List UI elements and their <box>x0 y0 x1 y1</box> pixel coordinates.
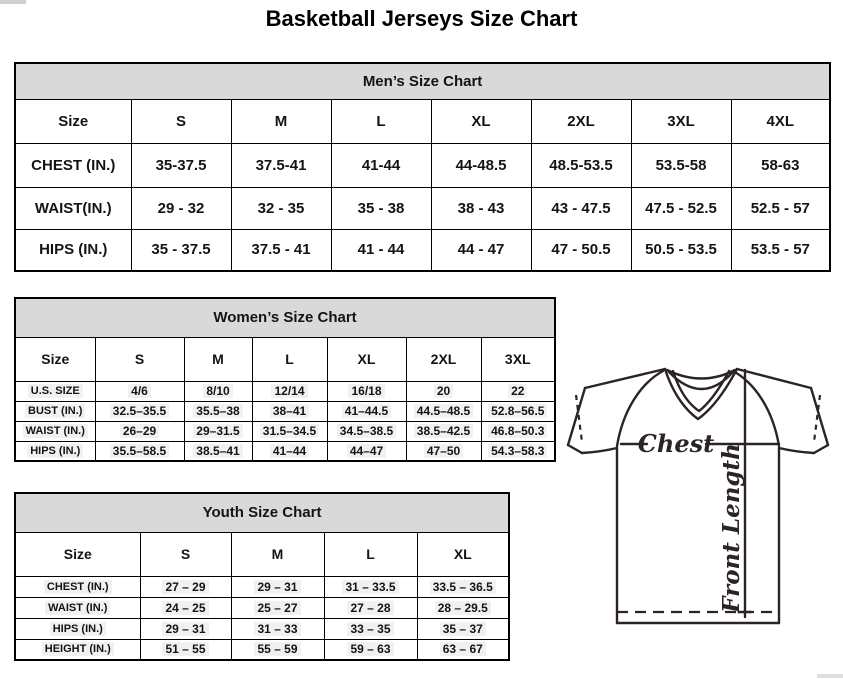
row-label: WAIST(IN.) <box>15 187 131 229</box>
mens-size-table <box>14 62 831 272</box>
size-value: 44-48.5 <box>431 143 531 187</box>
womens-col-header-m: M <box>184 337 252 381</box>
womens-hips-row <box>15 441 555 461</box>
womens-ussize-row <box>15 381 555 401</box>
womens-col-header-l: L <box>252 337 327 381</box>
size-value: 31 – 33.5 <box>324 576 417 597</box>
youth-hips-row <box>15 618 509 639</box>
size-value: 27 – 28 <box>324 597 417 618</box>
chest-label: Chest <box>637 429 715 458</box>
size-value: 35-37.5 <box>131 143 231 187</box>
size-value: 26–29 <box>95 421 184 441</box>
size-value: 54.3–58.3 <box>481 441 555 461</box>
size-value: 43 - 47.5 <box>531 187 631 229</box>
size-value: 34.5–38.5 <box>327 421 406 441</box>
youth-waist-row <box>15 597 509 618</box>
size-value: 51 – 55 <box>140 639 231 660</box>
mens-col-header-3xl: 3XL <box>631 99 731 143</box>
size-value: 38–41 <box>252 401 327 421</box>
womens-col-header-3xl: 3XL <box>481 337 555 381</box>
size-value: 63 – 67 <box>417 639 509 660</box>
size-value: 52.5 - 57 <box>731 187 830 229</box>
womens-table-title: Women’s Size Chart <box>15 298 555 337</box>
size-value: 4/6 <box>95 381 184 401</box>
youth-header-row <box>15 532 509 576</box>
size-value: 47 - 50.5 <box>531 229 631 271</box>
mens-chest-row <box>15 143 830 187</box>
size-value: 52.8–56.5 <box>481 401 555 421</box>
size-value: 41 - 44 <box>331 229 431 271</box>
size-value: 35 - 37.5 <box>131 229 231 271</box>
size-value: 24 – 25 <box>140 597 231 618</box>
jersey-outline-svg <box>555 355 843 635</box>
size-value: 35.5–38 <box>184 401 252 421</box>
youth-height-row <box>15 639 509 660</box>
bottom-left-scrollbar-fragment <box>0 0 26 4</box>
row-label: HIPS (IN.) <box>15 441 95 461</box>
mens-col-header-2xl: 2XL <box>531 99 631 143</box>
size-value: 12/14 <box>252 381 327 401</box>
size-value: 31.5–34.5 <box>252 421 327 441</box>
youth-col-header-m: M <box>231 532 324 576</box>
mens-col-header-4xl: 4XL <box>731 99 830 143</box>
size-value: 28 – 29.5 <box>417 597 509 618</box>
size-value: 41–44.5 <box>327 401 406 421</box>
size-value: 50.5 - 53.5 <box>631 229 731 271</box>
womens-header-row <box>15 337 555 381</box>
mens-col-header-size: Size <box>15 99 131 143</box>
size-value: 25 – 27 <box>231 597 324 618</box>
size-value: 29 - 32 <box>131 187 231 229</box>
size-value: 48.5-53.5 <box>531 143 631 187</box>
size-value: 22 <box>481 381 555 401</box>
page-title: Basketball Jerseys Size Chart <box>265 6 578 31</box>
left-underarm <box>582 448 617 453</box>
mens-col-header-m: M <box>231 99 331 143</box>
womens-col-header-size: Size <box>15 337 95 381</box>
size-value: 8/10 <box>184 381 252 401</box>
mens-col-header-xl: XL <box>431 99 531 143</box>
mens-title-row <box>15 63 830 99</box>
row-label: CHEST (IN.) <box>15 143 131 187</box>
womens-title-row <box>15 298 555 337</box>
size-value: 33 – 35 <box>324 618 417 639</box>
size-value: 58-63 <box>731 143 830 187</box>
youth-table-title: Youth Size Chart <box>15 493 509 532</box>
row-label: HIPS (IN.) <box>15 229 131 271</box>
mens-col-header-s: S <box>131 99 231 143</box>
youth-col-header-xl: XL <box>417 532 509 576</box>
size-value: 44.5–48.5 <box>406 401 481 421</box>
size-value: 35 – 37 <box>417 618 509 639</box>
bottom-right-scrollbar-fragment <box>817 674 843 678</box>
youth-title-row <box>15 493 509 532</box>
size-value: 38.5–41 <box>184 441 252 461</box>
size-value: 16/18 <box>327 381 406 401</box>
left-cuff <box>568 445 582 453</box>
size-value: 29 – 31 <box>140 618 231 639</box>
row-label: BUST (IN.) <box>15 401 95 421</box>
size-value: 37.5 - 41 <box>231 229 331 271</box>
jersey-diagram <box>555 355 843 635</box>
mens-hips-row <box>15 229 830 271</box>
size-value: 38 - 43 <box>431 187 531 229</box>
womens-col-header-2xl: 2XL <box>406 337 481 381</box>
front-length-label: Front Length <box>718 443 745 613</box>
size-value: 44 - 47 <box>431 229 531 271</box>
youth-col-header-s: S <box>140 532 231 576</box>
size-value: 59 – 63 <box>324 639 417 660</box>
youth-col-header-size: Size <box>15 532 140 576</box>
mens-table-title: Men’s Size Chart <box>15 63 830 99</box>
size-value: 44–47 <box>327 441 406 461</box>
right-cuff <box>814 445 828 453</box>
row-label: WAIST (IN.) <box>15 597 140 618</box>
mens-col-header-l: L <box>331 99 431 143</box>
womens-col-header-xl: XL <box>327 337 406 381</box>
youth-col-header-l: L <box>324 532 417 576</box>
size-value: 41–44 <box>252 441 327 461</box>
row-label: U.S. SIZE <box>15 381 95 401</box>
youth-size-table <box>14 492 510 661</box>
size-value: 32 - 35 <box>231 187 331 229</box>
row-label: HIPS (IN.) <box>15 618 140 639</box>
size-value: 55 – 59 <box>231 639 324 660</box>
size-value: 38.5–42.5 <box>406 421 481 441</box>
size-value: 32.5–35.5 <box>95 401 184 421</box>
right-underarm <box>779 448 814 453</box>
youth-chest-row <box>15 576 509 597</box>
size-value: 41-44 <box>331 143 431 187</box>
row-label: WAIST (IN.) <box>15 421 95 441</box>
row-label: HEIGHT (IN.) <box>15 639 140 660</box>
womens-bust-row <box>15 401 555 421</box>
size-value: 35 - 38 <box>331 187 431 229</box>
right-shoulder <box>737 369 811 388</box>
womens-col-header-s: S <box>95 337 184 381</box>
size-value: 46.8–50.3 <box>481 421 555 441</box>
size-value: 27 – 29 <box>140 576 231 597</box>
size-value: 47–50 <box>406 441 481 461</box>
size-value: 31 – 33 <box>231 618 324 639</box>
size-value: 53.5 - 57 <box>731 229 830 271</box>
row-label: CHEST (IN.) <box>15 576 140 597</box>
size-value: 20 <box>406 381 481 401</box>
womens-waist-row <box>15 421 555 441</box>
size-value: 33.5 – 36.5 <box>417 576 509 597</box>
size-value: 53.5-58 <box>631 143 731 187</box>
size-value: 29–31.5 <box>184 421 252 441</box>
mens-header-row <box>15 99 830 143</box>
size-value: 35.5–58.5 <box>95 441 184 461</box>
size-value: 47.5 - 52.5 <box>631 187 731 229</box>
mens-waist-row <box>15 187 830 229</box>
size-value: 29 – 31 <box>231 576 324 597</box>
right-armhole-seam <box>733 371 779 446</box>
size-value: 37.5-41 <box>231 143 331 187</box>
womens-size-table <box>14 297 556 462</box>
